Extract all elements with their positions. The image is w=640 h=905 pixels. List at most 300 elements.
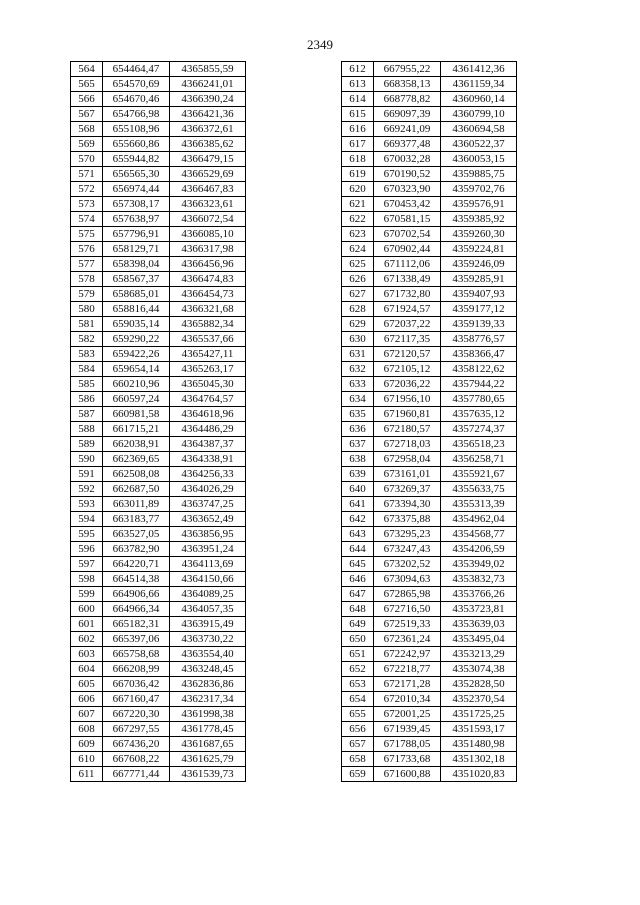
x-coordinate-cell: 664220,71 — [103, 557, 170, 572]
point-number-cell: 597 — [71, 557, 103, 572]
x-coordinate-cell: 654766,98 — [103, 107, 170, 122]
y-coordinate-cell: 4365537,66 — [170, 332, 246, 347]
x-coordinate-cell: 671788,05 — [374, 737, 441, 752]
x-coordinate-cell: 658685,01 — [103, 287, 170, 302]
table-row — [71, 767, 246, 782]
x-coordinate-cell: 663527,05 — [103, 527, 170, 542]
table-row — [342, 512, 517, 527]
x-coordinate-cell: 672218,77 — [374, 662, 441, 677]
y-coordinate-cell: 4360960,14 — [441, 92, 517, 107]
table-row — [71, 407, 246, 422]
point-number-cell: 603 — [71, 647, 103, 662]
y-coordinate-cell: 4353495,04 — [441, 632, 517, 647]
point-number-cell: 648 — [342, 602, 374, 617]
table-row — [342, 407, 517, 422]
y-coordinate-cell: 4366456,96 — [170, 257, 246, 272]
y-coordinate-cell: 4366479,15 — [170, 152, 246, 167]
point-number-cell: 624 — [342, 242, 374, 257]
y-coordinate-cell: 4359885,75 — [441, 167, 517, 182]
point-number-cell: 638 — [342, 452, 374, 467]
y-coordinate-cell: 4355313,39 — [441, 497, 517, 512]
table-row — [342, 62, 517, 77]
x-coordinate-cell: 667608,22 — [103, 752, 170, 767]
table-row — [71, 482, 246, 497]
x-coordinate-cell: 665758,68 — [103, 647, 170, 662]
table-row — [342, 137, 517, 152]
point-number-cell: 654 — [342, 692, 374, 707]
point-number-cell: 628 — [342, 302, 374, 317]
x-coordinate-cell: 670190,52 — [374, 167, 441, 182]
y-coordinate-cell: 4360053,15 — [441, 152, 517, 167]
y-coordinate-cell: 4366454,73 — [170, 287, 246, 302]
table-row — [71, 647, 246, 662]
point-number-cell: 620 — [342, 182, 374, 197]
x-coordinate-cell: 671956,10 — [374, 392, 441, 407]
x-coordinate-cell: 665182,31 — [103, 617, 170, 632]
x-coordinate-cell: 663011,89 — [103, 497, 170, 512]
point-number-cell: 580 — [71, 302, 103, 317]
point-number-cell: 650 — [342, 632, 374, 647]
table-row — [342, 152, 517, 167]
point-number-cell: 605 — [71, 677, 103, 692]
point-number-cell: 652 — [342, 662, 374, 677]
point-number-cell: 632 — [342, 362, 374, 377]
y-coordinate-cell: 4363248,45 — [170, 662, 246, 677]
point-number-cell: 651 — [342, 647, 374, 662]
point-number-cell: 570 — [71, 152, 103, 167]
point-number-cell: 610 — [71, 752, 103, 767]
point-number-cell: 594 — [71, 512, 103, 527]
x-coordinate-cell: 670902,44 — [374, 242, 441, 257]
point-number-cell: 572 — [71, 182, 103, 197]
table-row — [342, 122, 517, 137]
table-row — [71, 422, 246, 437]
y-coordinate-cell: 4364256,33 — [170, 467, 246, 482]
table-row — [71, 332, 246, 347]
x-coordinate-cell: 672010,34 — [374, 692, 441, 707]
x-coordinate-cell: 669377,48 — [374, 137, 441, 152]
y-coordinate-cell: 4359139,33 — [441, 317, 517, 332]
y-coordinate-cell: 4359177,12 — [441, 302, 517, 317]
x-coordinate-cell: 672171,28 — [374, 677, 441, 692]
y-coordinate-cell: 4363856,95 — [170, 527, 246, 542]
point-number-cell: 647 — [342, 587, 374, 602]
x-coordinate-cell: 658398,04 — [103, 257, 170, 272]
point-number-cell: 635 — [342, 407, 374, 422]
y-coordinate-cell: 4364486,29 — [170, 422, 246, 437]
y-coordinate-cell: 4357780,65 — [441, 392, 517, 407]
y-coordinate-cell: 4357274,37 — [441, 422, 517, 437]
table-row — [71, 467, 246, 482]
table-row — [71, 227, 246, 242]
x-coordinate-cell: 672105,12 — [374, 362, 441, 377]
y-coordinate-cell: 4353766,26 — [441, 587, 517, 602]
table-row — [342, 542, 517, 557]
point-number-cell: 598 — [71, 572, 103, 587]
x-coordinate-cell: 664966,34 — [103, 602, 170, 617]
y-coordinate-cell: 4365427,11 — [170, 347, 246, 362]
x-coordinate-cell: 667771,44 — [103, 767, 170, 782]
point-number-cell: 584 — [71, 362, 103, 377]
y-coordinate-cell: 4365263,17 — [170, 362, 246, 377]
x-coordinate-cell: 671732,80 — [374, 287, 441, 302]
table-row — [342, 692, 517, 707]
point-number-cell: 639 — [342, 467, 374, 482]
point-number-cell: 642 — [342, 512, 374, 527]
point-number-cell: 634 — [342, 392, 374, 407]
table-row — [71, 317, 246, 332]
table-row — [71, 677, 246, 692]
point-number-cell: 565 — [71, 77, 103, 92]
point-number-cell: 631 — [342, 347, 374, 362]
y-coordinate-cell: 4359224,81 — [441, 242, 517, 257]
table-row — [71, 707, 246, 722]
table-row — [342, 272, 517, 287]
x-coordinate-cell: 672958,04 — [374, 452, 441, 467]
table-row — [342, 422, 517, 437]
point-number-cell: 601 — [71, 617, 103, 632]
x-coordinate-cell: 662038,91 — [103, 437, 170, 452]
x-coordinate-cell: 670323,90 — [374, 182, 441, 197]
x-coordinate-cell: 660210,96 — [103, 377, 170, 392]
x-coordinate-cell: 672037,22 — [374, 317, 441, 332]
x-coordinate-cell: 654464,47 — [103, 62, 170, 77]
y-coordinate-cell: 4363747,25 — [170, 497, 246, 512]
point-number-cell: 630 — [342, 332, 374, 347]
point-number-cell: 649 — [342, 617, 374, 632]
point-number-cell: 619 — [342, 167, 374, 182]
x-coordinate-cell: 667160,47 — [103, 692, 170, 707]
point-number-cell: 659 — [342, 767, 374, 782]
x-coordinate-cell: 667297,55 — [103, 722, 170, 737]
point-number-cell: 585 — [71, 377, 103, 392]
x-coordinate-cell: 659035,14 — [103, 317, 170, 332]
x-coordinate-cell: 657308,17 — [103, 197, 170, 212]
point-number-cell: 611 — [71, 767, 103, 782]
point-number-cell: 613 — [342, 77, 374, 92]
y-coordinate-cell: 4351302,18 — [441, 752, 517, 767]
x-coordinate-cell: 672180,57 — [374, 422, 441, 437]
x-coordinate-cell: 660981,58 — [103, 407, 170, 422]
point-number-cell: 582 — [71, 332, 103, 347]
x-coordinate-cell: 673202,52 — [374, 557, 441, 572]
table-row — [342, 767, 517, 782]
table-row — [342, 212, 517, 227]
x-coordinate-cell: 670032,28 — [374, 152, 441, 167]
table-row — [342, 317, 517, 332]
y-coordinate-cell: 4363652,49 — [170, 512, 246, 527]
y-coordinate-cell: 4358366,47 — [441, 347, 517, 362]
y-coordinate-cell: 4366467,83 — [170, 182, 246, 197]
y-coordinate-cell: 4364057,35 — [170, 602, 246, 617]
y-coordinate-cell: 4359385,92 — [441, 212, 517, 227]
y-coordinate-cell: 4366085,10 — [170, 227, 246, 242]
table-row — [342, 632, 517, 647]
y-coordinate-cell: 4364089,25 — [170, 587, 246, 602]
y-coordinate-cell: 4353213,29 — [441, 647, 517, 662]
table-row — [342, 482, 517, 497]
table-row — [71, 722, 246, 737]
point-number-cell: 595 — [71, 527, 103, 542]
point-number-cell: 581 — [71, 317, 103, 332]
table-row — [342, 197, 517, 212]
y-coordinate-cell: 4356518,23 — [441, 437, 517, 452]
point-number-cell: 604 — [71, 662, 103, 677]
x-coordinate-cell: 656974,44 — [103, 182, 170, 197]
y-coordinate-cell: 4366321,68 — [170, 302, 246, 317]
x-coordinate-cell: 671600,88 — [374, 767, 441, 782]
y-coordinate-cell: 4352828,50 — [441, 677, 517, 692]
y-coordinate-cell: 4364113,69 — [170, 557, 246, 572]
x-coordinate-cell: 655108,96 — [103, 122, 170, 137]
y-coordinate-cell: 4361998,38 — [170, 707, 246, 722]
y-coordinate-cell: 4364150,66 — [170, 572, 246, 587]
x-coordinate-cell: 659654,14 — [103, 362, 170, 377]
point-number-cell: 616 — [342, 122, 374, 137]
table-row — [71, 752, 246, 767]
point-number-cell: 629 — [342, 317, 374, 332]
x-coordinate-cell: 670581,15 — [374, 212, 441, 227]
point-number-cell: 640 — [342, 482, 374, 497]
table-row — [71, 137, 246, 152]
table-row — [342, 557, 517, 572]
point-number-cell: 567 — [71, 107, 103, 122]
point-number-cell: 609 — [71, 737, 103, 752]
y-coordinate-cell: 4359246,09 — [441, 257, 517, 272]
table-row — [342, 437, 517, 452]
x-coordinate-cell: 658816,44 — [103, 302, 170, 317]
y-coordinate-cell: 4354962,04 — [441, 512, 517, 527]
point-number-cell: 625 — [342, 257, 374, 272]
y-coordinate-cell: 4365855,59 — [170, 62, 246, 77]
point-number-cell: 588 — [71, 422, 103, 437]
table-row — [71, 92, 246, 107]
y-coordinate-cell: 4366372,61 — [170, 122, 246, 137]
x-coordinate-cell: 672519,33 — [374, 617, 441, 632]
table-row — [71, 662, 246, 677]
table-row — [342, 227, 517, 242]
y-coordinate-cell: 4364764,57 — [170, 392, 246, 407]
y-coordinate-cell: 4364338,91 — [170, 452, 246, 467]
y-coordinate-cell: 4365882,34 — [170, 317, 246, 332]
y-coordinate-cell: 4361687,65 — [170, 737, 246, 752]
x-coordinate-cell: 672117,35 — [374, 332, 441, 347]
point-number-cell: 590 — [71, 452, 103, 467]
y-coordinate-cell: 4366385,62 — [170, 137, 246, 152]
table-row — [71, 377, 246, 392]
y-coordinate-cell: 4366474,83 — [170, 272, 246, 287]
table-row — [342, 467, 517, 482]
table-row — [71, 437, 246, 452]
table-row — [342, 452, 517, 467]
y-coordinate-cell: 4353639,03 — [441, 617, 517, 632]
y-coordinate-cell: 4366317,98 — [170, 242, 246, 257]
y-coordinate-cell: 4353074,38 — [441, 662, 517, 677]
point-number-cell: 564 — [71, 62, 103, 77]
x-coordinate-cell: 664906,66 — [103, 587, 170, 602]
table-row — [342, 377, 517, 392]
x-coordinate-cell: 673394,30 — [374, 497, 441, 512]
y-coordinate-cell: 4355921,67 — [441, 467, 517, 482]
x-coordinate-cell: 659290,22 — [103, 332, 170, 347]
point-number-cell: 592 — [71, 482, 103, 497]
point-number-cell: 573 — [71, 197, 103, 212]
point-number-cell: 591 — [71, 467, 103, 482]
table-row — [342, 722, 517, 737]
point-number-cell: 623 — [342, 227, 374, 242]
x-coordinate-cell: 654570,69 — [103, 77, 170, 92]
y-coordinate-cell: 4361159,34 — [441, 77, 517, 92]
y-coordinate-cell: 4356258,71 — [441, 452, 517, 467]
point-number-cell: 569 — [71, 137, 103, 152]
y-coordinate-cell: 4362836,86 — [170, 677, 246, 692]
table-row — [71, 362, 246, 377]
x-coordinate-cell: 665397,06 — [103, 632, 170, 647]
y-coordinate-cell: 4363951,24 — [170, 542, 246, 557]
coordinates-table-left-body — [71, 62, 246, 782]
point-number-cell: 626 — [342, 272, 374, 287]
y-coordinate-cell: 4351593,17 — [441, 722, 517, 737]
x-coordinate-cell: 672120,57 — [374, 347, 441, 362]
y-coordinate-cell: 4359285,91 — [441, 272, 517, 287]
point-number-cell: 607 — [71, 707, 103, 722]
x-coordinate-cell: 671338,49 — [374, 272, 441, 287]
y-coordinate-cell: 4365045,30 — [170, 377, 246, 392]
x-coordinate-cell: 670453,42 — [374, 197, 441, 212]
x-coordinate-cell: 671112,06 — [374, 257, 441, 272]
y-coordinate-cell: 4359576,91 — [441, 197, 517, 212]
table-row — [71, 587, 246, 602]
point-number-cell: 655 — [342, 707, 374, 722]
x-coordinate-cell: 668778,82 — [374, 92, 441, 107]
table-row — [342, 242, 517, 257]
x-coordinate-cell: 671960,81 — [374, 407, 441, 422]
point-number-cell: 618 — [342, 152, 374, 167]
point-number-cell: 602 — [71, 632, 103, 647]
point-number-cell: 566 — [71, 92, 103, 107]
x-coordinate-cell: 666208,99 — [103, 662, 170, 677]
table-row — [342, 182, 517, 197]
table-row — [71, 347, 246, 362]
x-coordinate-cell: 658567,37 — [103, 272, 170, 287]
point-number-cell: 578 — [71, 272, 103, 287]
point-number-cell: 645 — [342, 557, 374, 572]
table-row — [342, 362, 517, 377]
point-number-cell: 614 — [342, 92, 374, 107]
point-number-cell: 617 — [342, 137, 374, 152]
table-row — [71, 242, 246, 257]
point-number-cell: 621 — [342, 197, 374, 212]
point-number-cell: 574 — [71, 212, 103, 227]
table-row — [71, 107, 246, 122]
point-number-cell: 583 — [71, 347, 103, 362]
table-row — [342, 752, 517, 767]
x-coordinate-cell: 657796,91 — [103, 227, 170, 242]
x-coordinate-cell: 673269,37 — [374, 482, 441, 497]
table-row — [342, 347, 517, 362]
table-row — [342, 587, 517, 602]
x-coordinate-cell: 671939,45 — [374, 722, 441, 737]
y-coordinate-cell: 4359260,30 — [441, 227, 517, 242]
x-coordinate-cell: 669097,39 — [374, 107, 441, 122]
table-row — [71, 302, 246, 317]
table-row — [342, 77, 517, 92]
table-row — [71, 212, 246, 227]
y-coordinate-cell: 4357635,12 — [441, 407, 517, 422]
y-coordinate-cell: 4364026,29 — [170, 482, 246, 497]
table-row — [71, 122, 246, 137]
point-number-cell: 596 — [71, 542, 103, 557]
table-row — [71, 272, 246, 287]
page-number: 2349 — [307, 37, 333, 52]
x-coordinate-cell: 670702,54 — [374, 227, 441, 242]
table-row — [71, 692, 246, 707]
x-coordinate-cell: 661715,21 — [103, 422, 170, 437]
x-coordinate-cell: 667036,42 — [103, 677, 170, 692]
point-number-cell: 633 — [342, 377, 374, 392]
x-coordinate-cell: 659422,26 — [103, 347, 170, 362]
x-coordinate-cell: 657638,97 — [103, 212, 170, 227]
y-coordinate-cell: 4354568,77 — [441, 527, 517, 542]
x-coordinate-cell: 672242,97 — [374, 647, 441, 662]
x-coordinate-cell: 655660,86 — [103, 137, 170, 152]
point-number-cell: 586 — [71, 392, 103, 407]
point-number-cell: 641 — [342, 497, 374, 512]
table-row — [342, 257, 517, 272]
x-coordinate-cell: 672718,03 — [374, 437, 441, 452]
table-row — [71, 632, 246, 647]
table-row — [71, 512, 246, 527]
x-coordinate-cell: 672001,25 — [374, 707, 441, 722]
x-coordinate-cell: 669241,09 — [374, 122, 441, 137]
point-number-cell: 653 — [342, 677, 374, 692]
x-coordinate-cell: 667220,30 — [103, 707, 170, 722]
y-coordinate-cell: 4361625,79 — [170, 752, 246, 767]
x-coordinate-cell: 655944,82 — [103, 152, 170, 167]
table-row — [342, 167, 517, 182]
table-row — [342, 497, 517, 512]
y-coordinate-cell: 4360799,10 — [441, 107, 517, 122]
x-coordinate-cell: 671924,57 — [374, 302, 441, 317]
x-coordinate-cell: 673295,23 — [374, 527, 441, 542]
point-number-cell: 606 — [71, 692, 103, 707]
point-number-cell: 646 — [342, 572, 374, 587]
table-row — [71, 182, 246, 197]
y-coordinate-cell: 4361412,36 — [441, 62, 517, 77]
x-coordinate-cell: 672361,24 — [374, 632, 441, 647]
y-coordinate-cell: 4357944,22 — [441, 377, 517, 392]
y-coordinate-cell: 4354206,59 — [441, 542, 517, 557]
y-coordinate-cell: 4351020,83 — [441, 767, 517, 782]
table-row — [342, 707, 517, 722]
y-coordinate-cell: 4351725,25 — [441, 707, 517, 722]
table-row — [71, 257, 246, 272]
table-row — [342, 647, 517, 662]
x-coordinate-cell: 673375,88 — [374, 512, 441, 527]
table-row — [342, 107, 517, 122]
y-coordinate-cell: 4364387,37 — [170, 437, 246, 452]
point-number-cell: 627 — [342, 287, 374, 302]
y-coordinate-cell: 4362317,34 — [170, 692, 246, 707]
x-coordinate-cell: 672716,50 — [374, 602, 441, 617]
point-number-cell: 622 — [342, 212, 374, 227]
point-number-cell: 571 — [71, 167, 103, 182]
y-coordinate-cell: 4353832,73 — [441, 572, 517, 587]
x-coordinate-cell: 667436,20 — [103, 737, 170, 752]
y-coordinate-cell: 4366529,69 — [170, 167, 246, 182]
x-coordinate-cell: 672036,22 — [374, 377, 441, 392]
table-row — [71, 572, 246, 587]
